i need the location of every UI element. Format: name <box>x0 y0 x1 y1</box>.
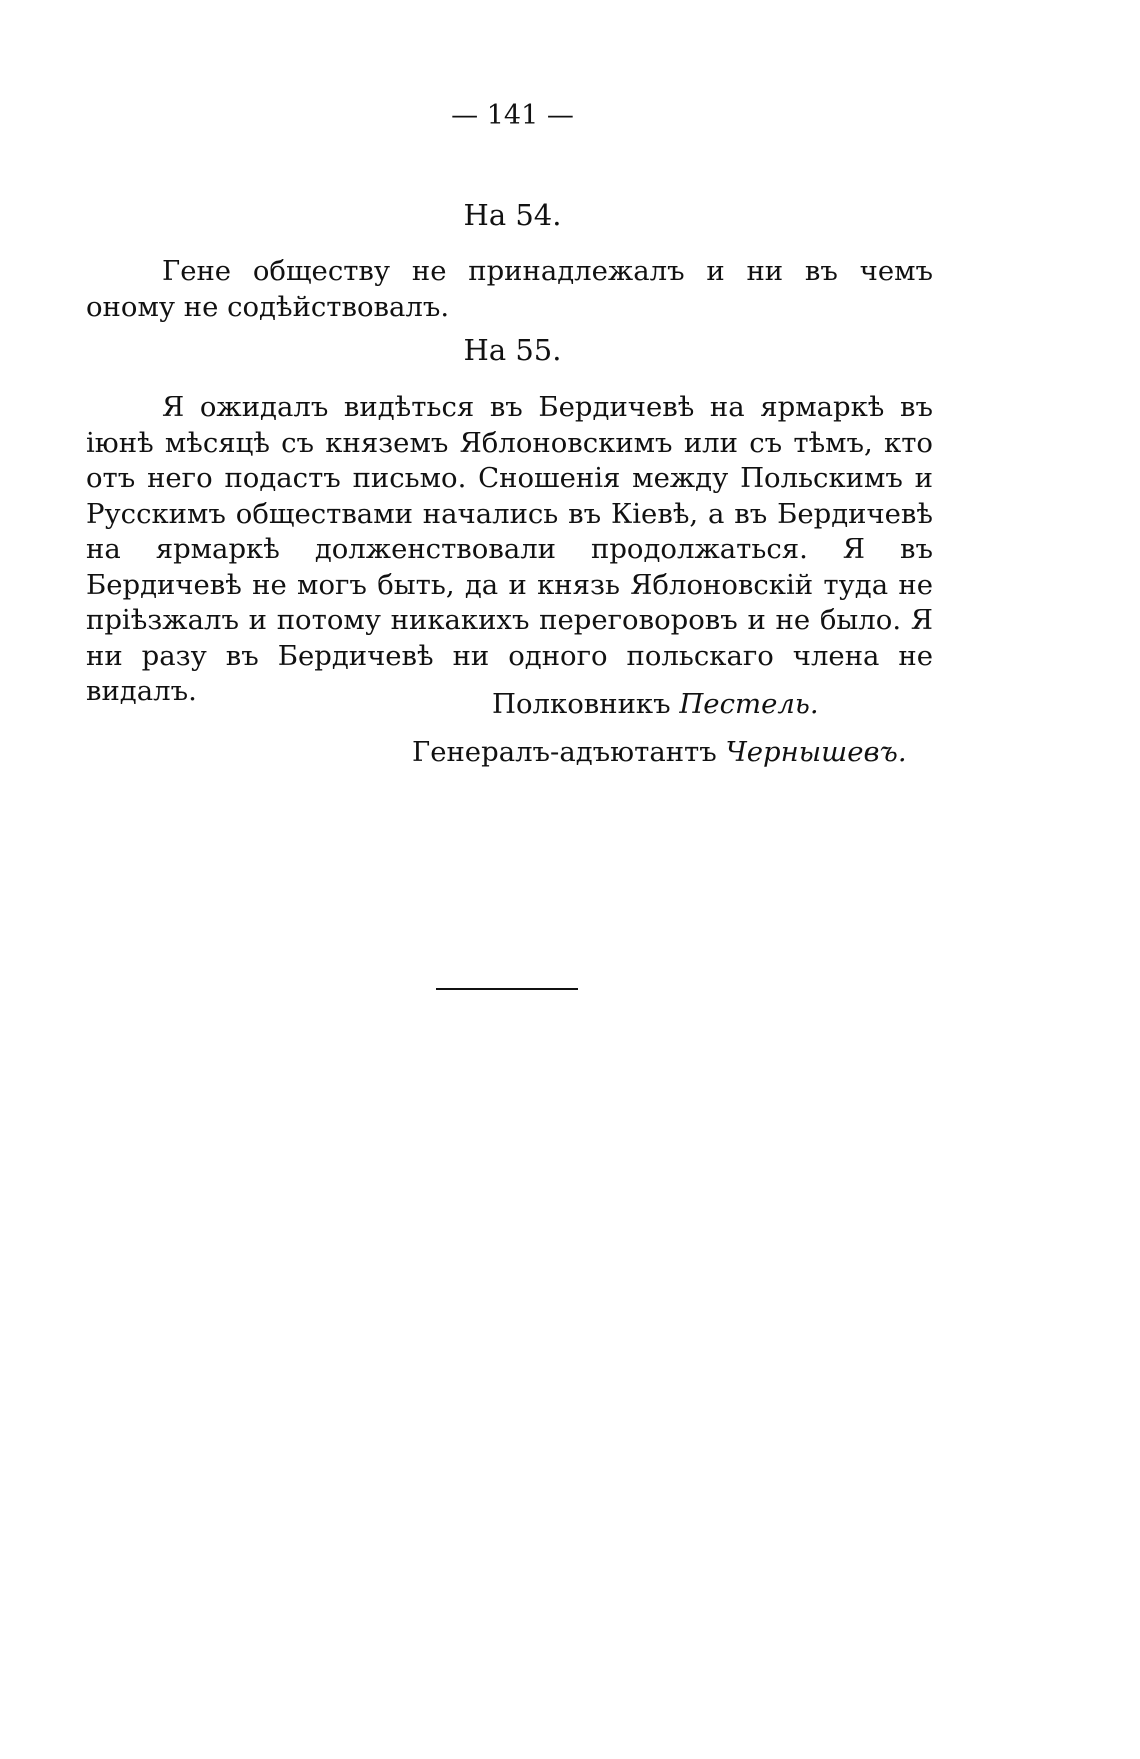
signature-colonel <box>492 688 819 720</box>
signature-title: Полковникъ <box>492 688 671 720</box>
section-text-55: Я ожидалъ видѣться въ Бердичевѣ на ярмаркѣ въ іюнѣ мѣсяцѣ съ княземъ Яблоновскимъ или съ тѣмъ, кто отъ него подастъ письмо. Сношенія между Польскимъ и Русскимъ обществами начались въ Кіевѣ, а въ Бердичевѣ на ярмаркѣ долженствовали продолжаться. Я въ Бердичевѣ не могъ быть, да и князь Яблоновскій туда не пріѣзжалъ и потому никакихъ переговоровъ и не было. Я ни разу въ Бердичевѣ ни одного польскаго члена не видалъ. <box>86 391 933 707</box>
section-heading-55: На 55. <box>463 333 562 367</box>
page-number: — 141 — <box>451 100 574 131</box>
signature-name: Пестель. <box>679 688 819 720</box>
end-rule <box>436 988 578 990</box>
section-text-54: Гене обществу не принадлежалъ и ни въ чемъ оному не содѣйствовалъ. <box>86 255 933 323</box>
section-heading-54: На 54. <box>463 198 562 232</box>
signature-title: Генералъ-адъютантъ <box>412 736 717 768</box>
signature-name: Чернышевъ. <box>725 736 907 768</box>
signature-general <box>412 736 907 768</box>
